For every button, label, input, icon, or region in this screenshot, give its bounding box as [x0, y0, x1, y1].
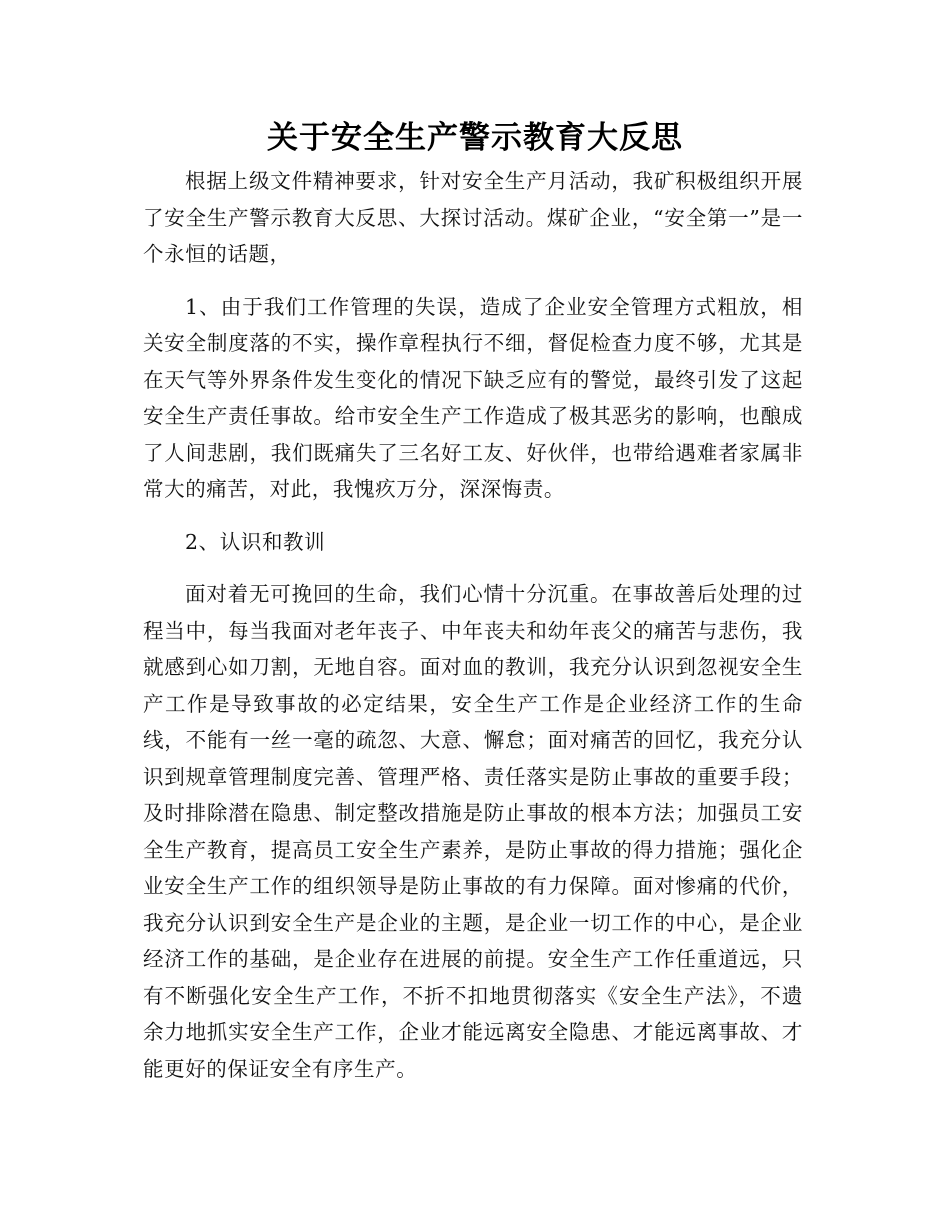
paragraph-intro: 根据上级文件精神要求，针对安全生产月活动，我矿积极组织开展了安全生产警示教育大反思、大探讨活动。煤矿企业，“安全第一”是一个永恒的话题，: [143, 169, 803, 266]
document-body: [143, 163, 803, 1087]
document-title: 关于安全生产警示教育大反思: [267, 120, 683, 156]
paragraph-section-1: 1、由于我们工作管理的失误，造成了企业安全管理方式粗放，相关安全制度落的不实，操作章程执行不细，督促检查力度不够，尤其是在天气等外界条件发生变化的情况下缺乏应有的警觉，最终引发了这起安全生产责任事故。给市安全生产工作造成了极其恶劣的影响，也酿成了人间悲剧，我们既痛失了三名好工友、好伙伴，也带给遇难者家属非常大的痛苦，对此，我愧疚万分，深深悔责。: [143, 294, 803, 501]
section-heading-2: 2、认识和教训: [185, 529, 326, 554]
paragraph-section-2: 面对着无可挽回的生命，我们心情十分沉重。在事故善后处理的过程当中，每当我面对老年丧子、中年丧夫和幼年丧父的痛苦与悲伤，我就感到心如刀割，无地自容。面对血的教训，我充分认识到忽视安全生产工作是导致事故的必定结果，安全生产工作是企业经济工作的生命线，不能有一丝一毫的疏忽、大意、懈怠；面对痛苦的回忆，我充分认识到规章管理制度完善、管理严格、责任落实是防止事故的重要手段；及时排除潜在隐患、制定整改措施是防止事故的根本方法；加强员工安全生产教育，提高员工安全生产素养，是防止事故的得力措施；强化企业安全生产工作的组织领导是防止事故的有力保障。面对惨痛的代价，我充分认识到安全生产是企业的主题，是企业一切工作的中心，是企业经济工作的基础，是企业存在进展的前提。安全生产工作任重道远，只有不断强化安全生产工作，不折不扣地贯彻落实《安全生产法》，不遗余力地抓实安全生产工作，企业才能远离安全隐患、才能远离事故、才能更好的保证安全有序生产。: [143, 582, 803, 1081]
